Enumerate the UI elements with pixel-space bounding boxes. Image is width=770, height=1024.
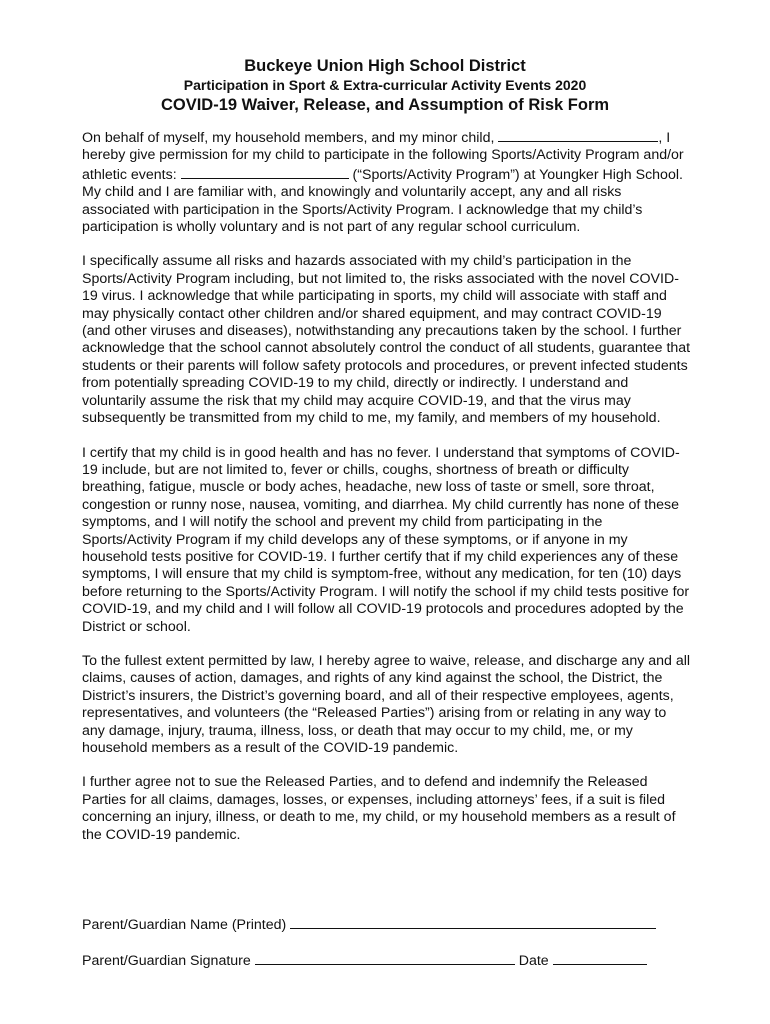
form-title: COVID-19 Waiver, Release, and Assumption of Risk Form bbox=[160, 96, 610, 114]
paragraph-permission-part-a: On behalf of myself, my household members, and my minor child, bbox=[82, 130, 499, 146]
printed-name-field[interactable] bbox=[290, 914, 656, 929]
date-field[interactable] bbox=[553, 950, 647, 965]
paragraph-assumption-of-risk: I specifically assume all risks and hazards associated with my child’s participation in the Sports/Activity Program including, but not limited to, the risks associated with the novel COVID-19 virus. I acknowledge that while participating in sports, my child will associate with staff and may physically contact other children and/or shared equipment, and may contract COVID-19 (and other viruses and diseases), notwithstanding any precautions taken by the school. I further acknowledge that the school cannot absolutely control the conduct of all students, guarantee that students or their parents will follow safety protocols and procedures, or prevent infected students from potentially spreading COVID-19 to my child, directly or indirectly. I understand and voluntarily assume the risk that my child may acquire COVID-19, and that the virus may subsequently be transmitted from my child to me, my family, and members of my household. bbox=[82, 253, 691, 427]
paragraph-permission bbox=[82, 128, 692, 236]
document-subtitle: Participation in Sport & Extra-curricular Activity Events 2020 bbox=[183, 77, 587, 93]
printed-name-row bbox=[82, 914, 656, 934]
district-name: Buckeye Union High School District bbox=[244, 57, 526, 75]
printed-name-label: Parent/Guardian Name (Printed) bbox=[82, 917, 287, 933]
signature-label: Parent/Guardian Signature bbox=[82, 953, 251, 969]
program-name-field[interactable] bbox=[181, 165, 349, 179]
paragraph-permission-part-c: (“Sports/Activity Program”) at Youngker High School. My child and I are familiar with, and knowingly and voluntarily accept, any and all risks associated with participation in the Sports/Activity Program. I acknowledge that my child’s participation is wholly voluntary and is not part of any regular school curriculum. bbox=[82, 166, 683, 236]
child-name-field[interactable] bbox=[498, 128, 658, 142]
paragraph-permission-part-b: , I hereby give permission for my child to participate in the following Sports/Activity Program and/or athletic events: bbox=[82, 130, 684, 183]
paragraph-indemnification: I further agree not to sue the Released Parties, and to defend and indemnify the Released Parties for all claims, damages, losses, or expenses, including attorneys’ fees, if a suit is filed concerning an injury, illness, or death to me, my child, or my household members as a result of the COVID-19 pandemic. bbox=[82, 774, 676, 843]
signature-field[interactable] bbox=[255, 950, 515, 965]
date-label: Date bbox=[518, 953, 549, 969]
paragraph-health-certification: I certify that my child is in good health and has no fever. I understand that symptoms of COVID-19 include, but are not limited to, fever or chills, coughs, shortness of breath or difficulty breathing, fatigue, muscle or body aches, headache, new loss of taste or smell, sore throat, congestion or runny nose, nausea, vomiting, and diarrhea. My child currently has none of these symptoms, and I will notify the school and prevent my child from participating in the Sports/Activity Program if my child develops any of these symptoms, or if anyone in my household tests positive for COVID-19. I further certify that if my child experiences any of these symptoms, I will ensure that my child is symptom-free, without any medication, for ten (10) days before returning to the Sports/Activity Program. I will notify the school if my child tests positive for COVID-19, and my child and I will follow all COVID-19 protocols and procedures adopted by the District or school. bbox=[82, 444, 690, 635]
document-body bbox=[82, 128, 692, 861]
paragraph-waiver-release: To the fullest extent permitted by law, I hereby agree to waive, release, and discharge any and all claims, causes of action, damages, and rights of any kind against the school, the District, the District’s insurers, the District’s governing board, and all of their respective employees, agents, representatives, and volunteers (the “Released Parties”) arising from or relating in any way to any damage, injury, trauma, illness, loss, or death that may occur to my child, me, or my household members as a result of the COVID-19 pandemic. bbox=[82, 652, 691, 756]
document-header bbox=[0, 56, 770, 116]
signature-row bbox=[82, 950, 647, 970]
